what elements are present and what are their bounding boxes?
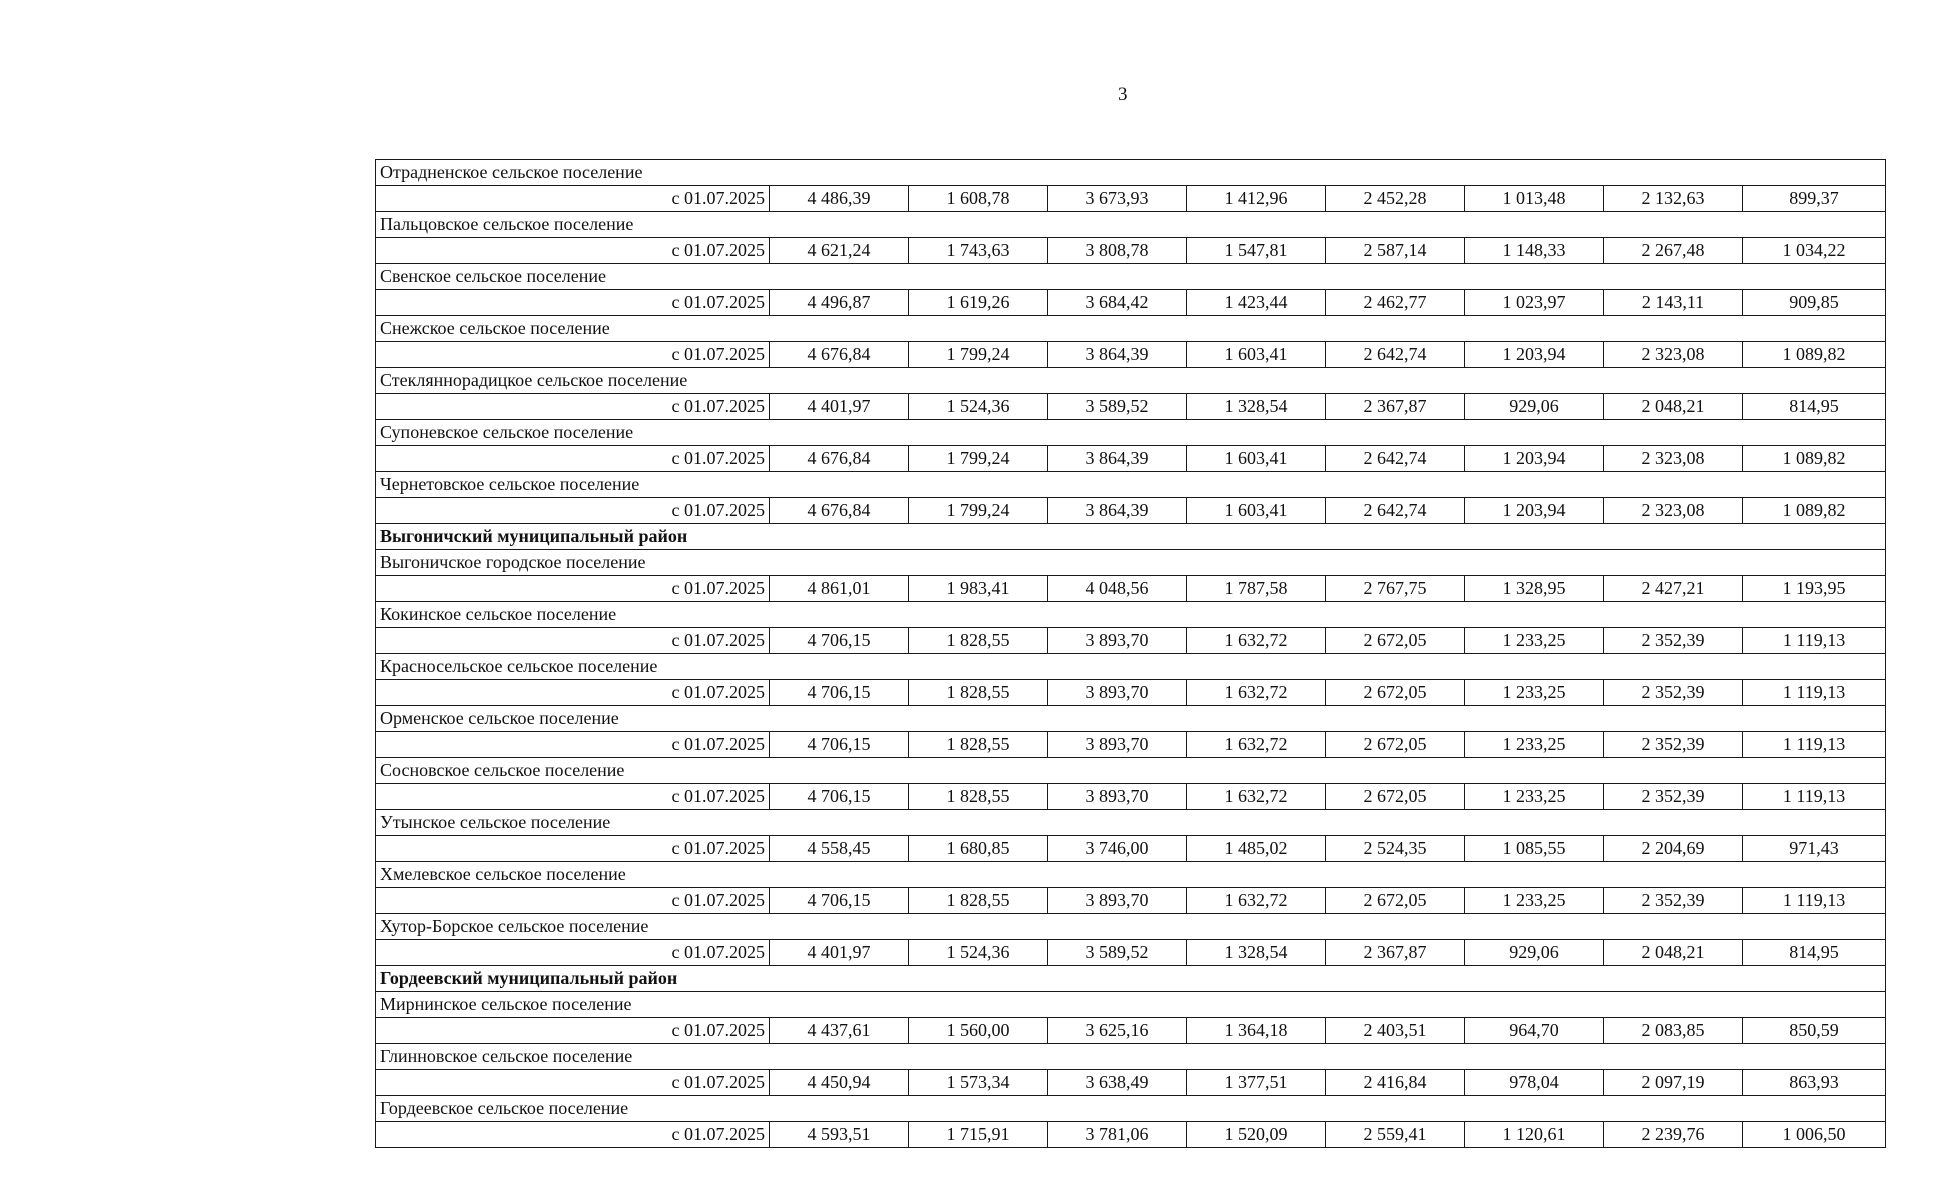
tariff-value-cell: 1 328,54 — [1187, 394, 1326, 420]
tariff-value-cell: 3 638,49 — [1048, 1070, 1187, 1096]
tariff-value-cell: 1 119,13 — [1743, 784, 1886, 810]
tariff-values-row — [376, 836, 1886, 862]
tariff-value-cell: 1 089,82 — [1743, 342, 1886, 368]
settlement-name-row — [376, 420, 1886, 446]
tariff-values-row — [376, 238, 1886, 264]
settlement-name-row — [376, 368, 1886, 394]
effective-date: с 01.07.2025 — [376, 628, 770, 654]
tariff-value-cell: 4 401,97 — [770, 394, 909, 420]
effective-date: с 01.07.2025 — [376, 680, 770, 706]
tariff-value-cell: 863,93 — [1743, 1070, 1886, 1096]
tariff-value-cell: 909,85 — [1743, 290, 1886, 316]
tariff-value-cell: 3 893,70 — [1048, 628, 1187, 654]
settlement-name-row — [376, 810, 1886, 836]
settlement-name: Кокинское сельское поселение — [376, 602, 1886, 628]
tariff-value-cell: 1 560,00 — [909, 1018, 1048, 1044]
tariff-value-cell: 2 083,85 — [1604, 1018, 1743, 1044]
settlement-name-row — [376, 654, 1886, 680]
tariff-value-cell: 1 412,96 — [1187, 186, 1326, 212]
tariff-value-cell: 1 799,24 — [909, 498, 1048, 524]
tariff-value-cell: 4 861,01 — [770, 576, 909, 602]
tariff-value-cell: 2 352,39 — [1604, 888, 1743, 914]
tariff-value-cell: 1 233,25 — [1465, 888, 1604, 914]
tariff-value-cell: 1 233,25 — [1465, 732, 1604, 758]
effective-date: с 01.07.2025 — [376, 186, 770, 212]
tariff-value-cell: 1 520,09 — [1187, 1122, 1326, 1148]
tariff-value-cell: 2 048,21 — [1604, 394, 1743, 420]
tariff-value-cell: 1 089,82 — [1743, 446, 1886, 472]
tariff-values-row — [376, 342, 1886, 368]
tariff-values-row — [376, 628, 1886, 654]
tariff-value-cell: 1 632,72 — [1187, 888, 1326, 914]
tariff-value-cell: 1 328,95 — [1465, 576, 1604, 602]
tariff-value-cell: 1 608,78 — [909, 186, 1048, 212]
settlement-name: Орменское сельское поселение — [376, 706, 1886, 732]
tariff-values-row — [376, 186, 1886, 212]
tariff-value-cell: 2 642,74 — [1326, 342, 1465, 368]
settlement-name: Красносельское сельское поселение — [376, 654, 1886, 680]
tariff-value-cell: 1 603,41 — [1187, 342, 1326, 368]
effective-date: с 01.07.2025 — [376, 940, 770, 966]
settlement-name: Свенское сельское поселение — [376, 264, 1886, 290]
tariff-value-cell: 3 781,06 — [1048, 1122, 1187, 1148]
tariff-value-cell: 1 203,94 — [1465, 342, 1604, 368]
tariff-value-cell: 4 706,15 — [770, 888, 909, 914]
settlement-name-row — [376, 212, 1886, 238]
tariff-value-cell: 1 233,25 — [1465, 628, 1604, 654]
tariff-value-cell: 1 203,94 — [1465, 498, 1604, 524]
tariff-values-row — [376, 576, 1886, 602]
tariff-value-cell: 2 587,14 — [1326, 238, 1465, 264]
tariff-value-cell: 2 352,39 — [1604, 628, 1743, 654]
settlement-name-row — [376, 706, 1886, 732]
tariff-value-cell: 1 085,55 — [1465, 836, 1604, 862]
tariff-values-row — [376, 888, 1886, 914]
tariff-value-cell: 2 427,21 — [1604, 576, 1743, 602]
settlement-name-row — [376, 316, 1886, 342]
tariff-value-cell: 4 676,84 — [770, 498, 909, 524]
tariff-value-cell: 1 828,55 — [909, 888, 1048, 914]
tariff-value-cell: 4 048,56 — [1048, 576, 1187, 602]
settlement-name-row — [376, 160, 1886, 186]
tariff-value-cell: 2 403,51 — [1326, 1018, 1465, 1044]
tariff-value-cell: 4 706,15 — [770, 628, 909, 654]
tariff-value-cell: 814,95 — [1743, 394, 1886, 420]
tariff-value-cell: 971,43 — [1743, 836, 1886, 862]
tariff-value-cell: 1 119,13 — [1743, 888, 1886, 914]
tariff-value-cell: 1 120,61 — [1465, 1122, 1604, 1148]
effective-date: с 01.07.2025 — [376, 394, 770, 420]
tariff-value-cell: 3 589,52 — [1048, 394, 1187, 420]
tariff-value-cell: 2 642,74 — [1326, 446, 1465, 472]
effective-date: с 01.07.2025 — [376, 446, 770, 472]
tariff-value-cell: 1 573,34 — [909, 1070, 1048, 1096]
tariff-value-cell: 1 743,63 — [909, 238, 1048, 264]
tariff-value-cell: 3 589,52 — [1048, 940, 1187, 966]
tariff-value-cell: 1 983,41 — [909, 576, 1048, 602]
tariff-value-cell: 3 864,39 — [1048, 342, 1187, 368]
settlement-name: Стекляннорадицкое сельское поселение — [376, 368, 1886, 394]
tariff-value-cell: 4 706,15 — [770, 784, 909, 810]
tariff-value-cell: 2 352,39 — [1604, 732, 1743, 758]
tariff-values-row — [376, 1018, 1886, 1044]
tariff-value-cell: 4 486,39 — [770, 186, 909, 212]
settlement-name: Сосновское сельское поселение — [376, 758, 1886, 784]
settlement-name: Отрадненское сельское поселение — [376, 160, 1886, 186]
settlement-name: Хмелевское сельское поселение — [376, 862, 1886, 888]
tariff-value-cell: 899,37 — [1743, 186, 1886, 212]
tariff-value-cell: 1 148,33 — [1465, 238, 1604, 264]
tariff-value-cell: 2 097,19 — [1604, 1070, 1743, 1096]
tariff-value-cell: 1 377,51 — [1187, 1070, 1326, 1096]
tariff-value-cell: 2 672,05 — [1326, 628, 1465, 654]
tariff-value-cell: 1 233,25 — [1465, 680, 1604, 706]
effective-date: с 01.07.2025 — [376, 498, 770, 524]
tariff-values-row — [376, 680, 1886, 706]
tariff-value-cell: 4 450,94 — [770, 1070, 909, 1096]
tariff-value-cell: 3 893,70 — [1048, 784, 1187, 810]
tariff-value-cell: 3 893,70 — [1048, 888, 1187, 914]
tariff-value-cell: 1 203,94 — [1465, 446, 1604, 472]
tariff-value-cell: 1 799,24 — [909, 342, 1048, 368]
tariff-value-cell: 2 462,77 — [1326, 290, 1465, 316]
tariff-value-cell: 2 143,11 — [1604, 290, 1743, 316]
tariff-value-cell: 1 632,72 — [1187, 784, 1326, 810]
tariff-value-cell: 978,04 — [1465, 1070, 1604, 1096]
settlement-name-row — [376, 1096, 1886, 1122]
tariff-value-cell: 1 619,26 — [909, 290, 1048, 316]
tariff-value-cell: 2 352,39 — [1604, 784, 1743, 810]
tariff-value-cell: 1 524,36 — [909, 394, 1048, 420]
tariff-value-cell: 2 524,35 — [1326, 836, 1465, 862]
tariff-table — [375, 159, 1886, 1148]
settlement-name-row — [376, 992, 1886, 1018]
tariff-value-cell: 2 204,69 — [1604, 836, 1743, 862]
district-header-row — [376, 524, 1886, 550]
tariff-value-cell: 2 323,08 — [1604, 498, 1743, 524]
settlement-name-row — [376, 472, 1886, 498]
tariff-value-cell: 2 559,41 — [1326, 1122, 1465, 1148]
settlement-name: Выгоничское городское поселение — [376, 550, 1886, 576]
tariff-value-cell: 4 676,84 — [770, 446, 909, 472]
settlement-name-row — [376, 914, 1886, 940]
tariff-value-cell: 3 746,00 — [1048, 836, 1187, 862]
tariff-value-cell: 1 034,22 — [1743, 238, 1886, 264]
tariff-value-cell: 2 323,08 — [1604, 446, 1743, 472]
tariff-value-cell: 3 893,70 — [1048, 732, 1187, 758]
tariff-value-cell: 4 401,97 — [770, 940, 909, 966]
tariff-value-cell: 2 452,28 — [1326, 186, 1465, 212]
settlement-name: Снежское сельское поселение — [376, 316, 1886, 342]
effective-date: с 01.07.2025 — [376, 1018, 770, 1044]
tariff-values-row — [376, 394, 1886, 420]
tariff-values-row — [376, 1070, 1886, 1096]
tariff-value-cell: 3 893,70 — [1048, 680, 1187, 706]
effective-date: с 01.07.2025 — [376, 576, 770, 602]
tariff-value-cell: 929,06 — [1465, 940, 1604, 966]
tariff-values-row — [376, 290, 1886, 316]
tariff-value-cell: 3 673,93 — [1048, 186, 1187, 212]
tariff-value-cell: 3 864,39 — [1048, 446, 1187, 472]
tariff-value-cell: 2 672,05 — [1326, 784, 1465, 810]
tariff-value-cell: 1 119,13 — [1743, 680, 1886, 706]
tariff-value-cell: 1 632,72 — [1187, 732, 1326, 758]
tariff-value-cell: 4 676,84 — [770, 342, 909, 368]
settlement-name-row — [376, 264, 1886, 290]
settlement-name: Пальцовское сельское поселение — [376, 212, 1886, 238]
tariff-value-cell: 1 715,91 — [909, 1122, 1048, 1148]
settlement-name-row — [376, 758, 1886, 784]
tariff-value-cell: 2 416,84 — [1326, 1070, 1465, 1096]
tariff-value-cell: 2 672,05 — [1326, 888, 1465, 914]
settlement-name-row — [376, 550, 1886, 576]
effective-date: с 01.07.2025 — [376, 784, 770, 810]
tariff-value-cell: 1 787,58 — [1187, 576, 1326, 602]
tariff-value-cell: 1 828,55 — [909, 732, 1048, 758]
tariff-value-cell: 4 496,87 — [770, 290, 909, 316]
tariff-value-cell: 1 632,72 — [1187, 628, 1326, 654]
tariff-value-cell: 1 485,02 — [1187, 836, 1326, 862]
district-header-row — [376, 966, 1886, 992]
tariff-value-cell: 4 706,15 — [770, 680, 909, 706]
settlement-name: Хутор-Борское сельское поселение — [376, 914, 1886, 940]
tariff-value-cell: 1 119,13 — [1743, 628, 1886, 654]
tariff-values-row — [376, 446, 1886, 472]
settlement-name: Мирнинское сельское поселение — [376, 992, 1886, 1018]
settlement-name: Гордеевское сельское поселение — [376, 1096, 1886, 1122]
tariff-value-cell: 964,70 — [1465, 1018, 1604, 1044]
tariff-values-row — [376, 1122, 1886, 1148]
tariff-value-cell: 1 364,18 — [1187, 1018, 1326, 1044]
tariff-value-cell: 1 547,81 — [1187, 238, 1326, 264]
tariff-values-row — [376, 784, 1886, 810]
tariff-value-cell: 2 767,75 — [1326, 576, 1465, 602]
tariff-value-cell: 2 352,39 — [1604, 680, 1743, 706]
table-body — [376, 160, 1886, 1148]
effective-date: с 01.07.2025 — [376, 1122, 770, 1148]
tariff-value-cell: 1 023,97 — [1465, 290, 1604, 316]
tariff-value-cell: 3 625,16 — [1048, 1018, 1187, 1044]
settlement-name: Глинновское сельское поселение — [376, 1044, 1886, 1070]
effective-date: с 01.07.2025 — [376, 290, 770, 316]
page-number: 3 — [1118, 84, 1128, 105]
tariff-value-cell: 1 013,48 — [1465, 186, 1604, 212]
tariff-value-cell: 1 524,36 — [909, 940, 1048, 966]
tariff-value-cell: 1 603,41 — [1187, 446, 1326, 472]
tariff-value-cell: 2 367,87 — [1326, 940, 1465, 966]
effective-date: с 01.07.2025 — [376, 342, 770, 368]
tariff-value-cell: 4 706,15 — [770, 732, 909, 758]
tariff-value-cell: 1 328,54 — [1187, 940, 1326, 966]
effective-date: с 01.07.2025 — [376, 836, 770, 862]
tariff-value-cell: 1 119,13 — [1743, 732, 1886, 758]
tariff-value-cell: 2 267,48 — [1604, 238, 1743, 264]
effective-date: с 01.07.2025 — [376, 732, 770, 758]
tariff-value-cell: 1 233,25 — [1465, 784, 1604, 810]
tariff-value-cell: 1 193,95 — [1743, 576, 1886, 602]
tariff-value-cell: 1 423,44 — [1187, 290, 1326, 316]
tariff-value-cell: 2 642,74 — [1326, 498, 1465, 524]
tariff-values-row — [376, 940, 1886, 966]
tariff-value-cell: 4 437,61 — [770, 1018, 909, 1044]
settlement-name: Супоневское сельское поселение — [376, 420, 1886, 446]
tariff-value-cell: 814,95 — [1743, 940, 1886, 966]
tariff-value-cell: 3 808,78 — [1048, 238, 1187, 264]
settlement-name: Чернетовское сельское поселение — [376, 472, 1886, 498]
tariff-value-cell: 3 684,42 — [1048, 290, 1187, 316]
tariff-value-cell: 1 828,55 — [909, 628, 1048, 654]
settlement-name: Утынское сельское поселение — [376, 810, 1886, 836]
tariff-values-row — [376, 498, 1886, 524]
tariff-value-cell: 1 799,24 — [909, 446, 1048, 472]
tariff-value-cell: 2 132,63 — [1604, 186, 1743, 212]
tariff-value-cell: 3 864,39 — [1048, 498, 1187, 524]
tariff-value-cell: 1 006,50 — [1743, 1122, 1886, 1148]
tariff-value-cell: 2 672,05 — [1326, 732, 1465, 758]
settlement-name-row — [376, 862, 1886, 888]
tariff-value-cell: 1 632,72 — [1187, 680, 1326, 706]
district-name: Гордеевский муниципальный район — [376, 966, 1886, 992]
settlement-name-row — [376, 1044, 1886, 1070]
tariff-value-cell: 929,06 — [1465, 394, 1604, 420]
effective-date: с 01.07.2025 — [376, 238, 770, 264]
tariff-value-cell: 4 593,51 — [770, 1122, 909, 1148]
tariff-value-cell: 850,59 — [1743, 1018, 1886, 1044]
effective-date: с 01.07.2025 — [376, 888, 770, 914]
district-name: Выгоничский муниципальный район — [376, 524, 1886, 550]
tariff-value-cell: 2 323,08 — [1604, 342, 1743, 368]
tariff-value-cell: 1 680,85 — [909, 836, 1048, 862]
tariff-value-cell: 4 621,24 — [770, 238, 909, 264]
settlement-name-row — [376, 602, 1886, 628]
tariff-value-cell: 2 048,21 — [1604, 940, 1743, 966]
tariff-value-cell: 1 828,55 — [909, 680, 1048, 706]
tariff-value-cell: 4 558,45 — [770, 836, 909, 862]
effective-date: с 01.07.2025 — [376, 1070, 770, 1096]
tariff-value-cell: 2 672,05 — [1326, 680, 1465, 706]
tariff-value-cell: 1 828,55 — [909, 784, 1048, 810]
tariff-value-cell: 2 367,87 — [1326, 394, 1465, 420]
tariff-value-cell: 1 603,41 — [1187, 498, 1326, 524]
tariff-value-cell: 2 239,76 — [1604, 1122, 1743, 1148]
tariff-values-row — [376, 732, 1886, 758]
tariff-value-cell: 1 089,82 — [1743, 498, 1886, 524]
